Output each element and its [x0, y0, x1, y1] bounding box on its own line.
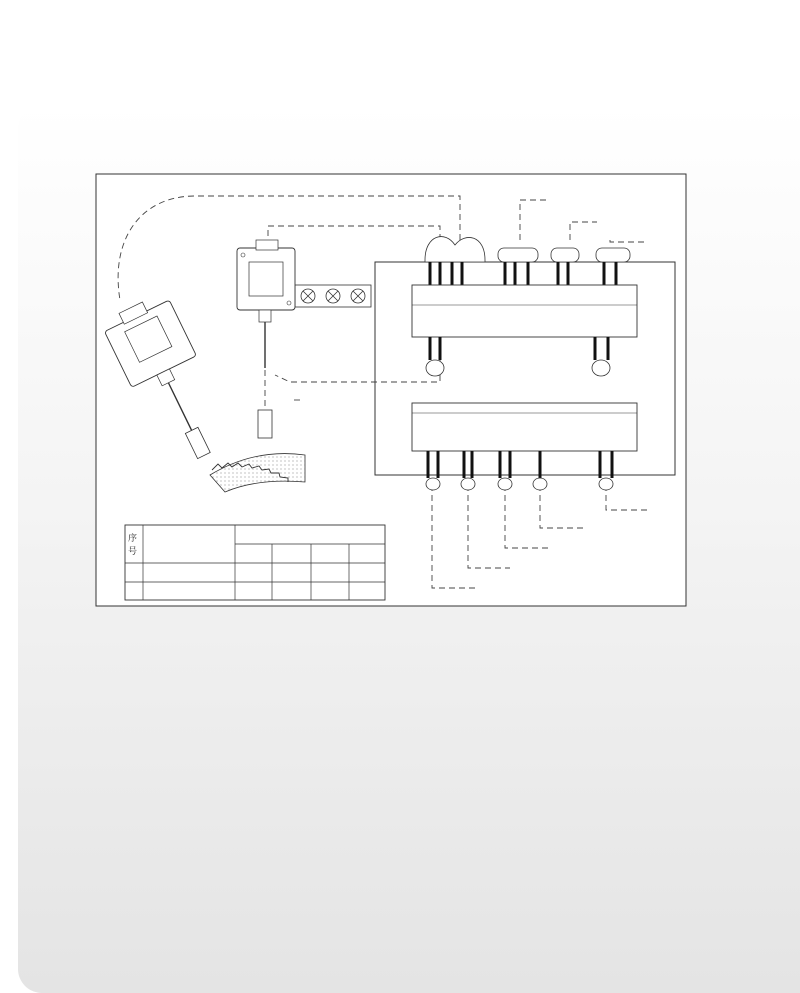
bottom-terminal-block	[412, 403, 637, 451]
table-col-seq-2: 号	[128, 547, 138, 557]
power-terminal-block	[295, 285, 371, 307]
table-col-seq-1: 序	[128, 534, 138, 544]
top-terminal-block	[412, 285, 637, 337]
relay-function-table	[125, 525, 385, 600]
